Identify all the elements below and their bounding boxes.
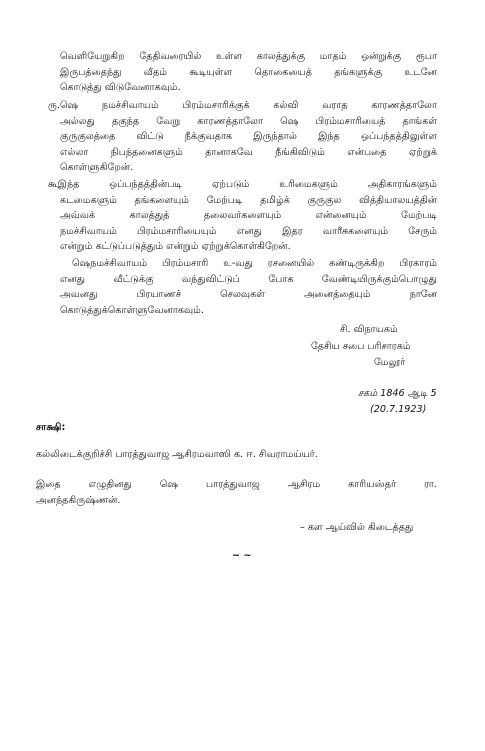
signatory-name: சி. விநாயகம் [340,324,398,335]
end-mark: ~ ~ [232,550,252,561]
paragraph-line: கடமைகளும் தங்களையும் மேற்படி தமிழ்க் குருகுல வித்தியாலயத்தின் [60,194,437,206]
signature-date-gregorian: (20.7.1923) [370,404,427,415]
scribe-statement [36,477,437,508]
paragraph-line: கொள்ளுகிறேன். [60,162,134,174]
paragraph-line: என்றும் கட்டுப்படுத்தும் என்றும் ஏற்றுக்கொள்கிறேன். [60,241,291,253]
paragraph-line: அல்லது தகுந்த வேறு காரணத்தாலோ ஷெ பிரம்மசாரியைத் தாங்கள் [60,115,437,127]
paragraph-2 [48,98,437,176]
paragraph-line: கொடுத்துக்கொள்ளுவேனாகவும். [60,304,204,316]
witness-heading: சாக்ஷி: [36,422,66,433]
source-note: – கள ஆய்வில் கிடைத்தது [300,522,414,533]
paragraph-line: கொடுத்து விடுவேனாகவும். [60,82,181,94]
paragraph-3 [48,177,437,255]
paragraph-line: ஷெநமச்சிவாயம் பிரம்மசாரி உ-வது ரசனையில் கண்டிருக்கிற பிரகாரம் [72,258,437,269]
paragraph-1 [60,49,437,96]
paragraph-line: ரு.ஷெ நமச்சிவாயம் பிரம்மசாரிக்குக் கல்வி வராத காரணத்தாலோ [48,100,437,111]
paragraph-line: குருகுலத்தை விட்டு நீக்குவதாக இருந்தால் இந்த ஒப்பந்தத்திலுள்ள [60,131,437,143]
scribe-line: இதை எழுதினது ஷெ பாரத்துவாஜ ஆசிரம காரியஸ்தர் ரா. [36,479,437,490]
scribe-line: அனந்தகிருஷ்ணன். [36,494,121,506]
paragraph-line: எல்லா நிபந்தனைகளும் தானாகவே நீங்கிவிடும் என்பதை ஏற்றுக் [60,146,437,158]
paragraph-line: இருபத்தைந்து வீதம் கூடியுள்ள தொகையைத் தங்களுக்கு உடனே [60,66,437,78]
witness-line-1: கல்லிடைக்குறிச்சி பாரத்துவாஜ ஆசிரமவாஸி க. ஈ. சிவராமய்யர். [36,449,318,460]
paragraph-4 [60,256,437,318]
paragraph-line: அவனது பிரயாணச் செலவுகள் அனைத்தையும் நானே [60,289,437,301]
signature-date-saka: சகம் 1846 ஆடி 5 [358,388,437,399]
paragraph-line: அவ்வக் காலத்துத் தலைவர்களையும் என்னையும் மேற்படி [60,210,437,222]
paragraph-line: நமச்சிவாயம் பிரம்மசாரியையும் எனது இதர வாரீசுகளையும் சேரும் [60,225,437,237]
paragraph-line: எனது வீட்டுக்கு வந்துவிட்டுப் போக வேண்டியிருக்கும்பொழுது [60,273,437,285]
signatory-place: மேலூர் [374,357,406,368]
paragraph-line: வெளியேறுகிற தேதிவரையில் உள்ள காலத்துக்கு மாதம் ஒன்றுக்கு ரூபா [60,51,437,62]
signatory-title: தேசிய சபை பரிசாரகம் [311,341,411,352]
paragraph-line: கூஇந்த ஒப்பந்தத்தின்படி ஏற்படும் உரிமைகளும் அதிகாரங்களும் [48,179,437,190]
